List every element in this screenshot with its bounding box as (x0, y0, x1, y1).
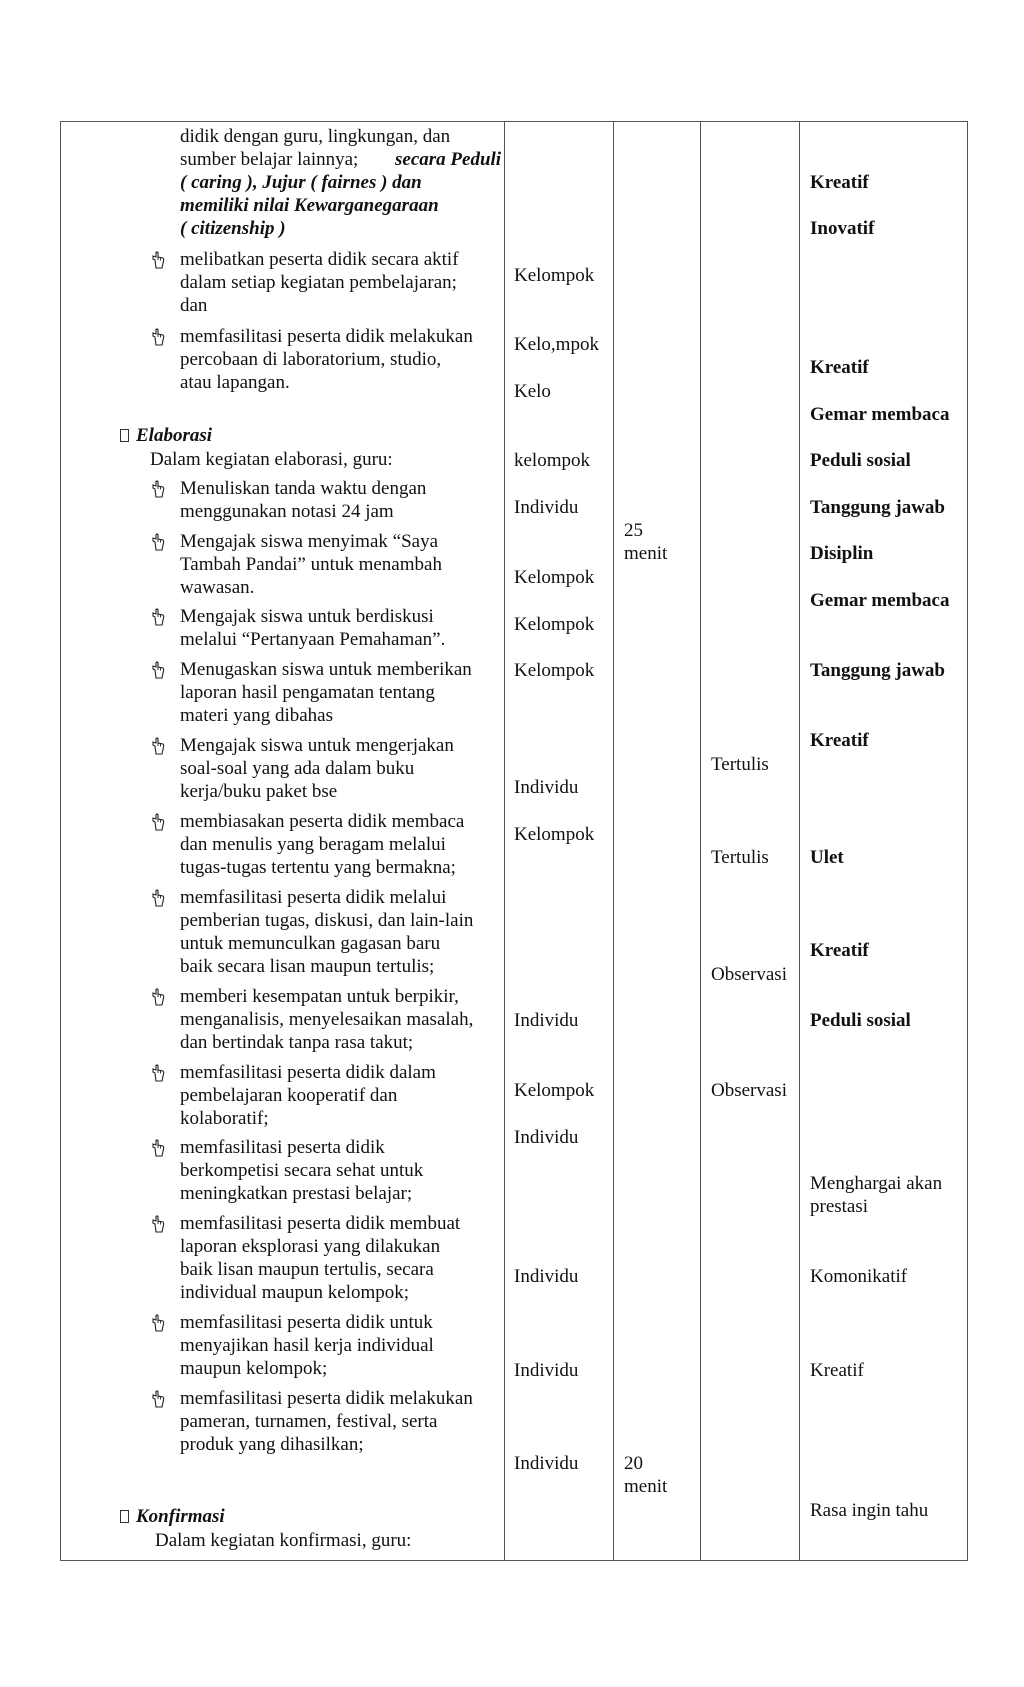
character-value: Disiplin (810, 543, 874, 564)
bullet-item-line: melibatkan peserta didik secara aktif (180, 249, 459, 270)
bullet-item-line: percobaan di laboratorium, studio, (180, 349, 442, 370)
bullet-item-line: memfasilitasi peserta didik dalam (180, 1062, 436, 1083)
bullet-item-line: memfasilitasi peserta didik membuat (180, 1213, 461, 1234)
elaborasi-intro: Dalam kegiatan elaborasi, guru: (150, 449, 393, 470)
checkbox-bullet-icon (120, 1510, 129, 1523)
intro-line-bold: ( caring ), Jujur ( fairnes ) dan (180, 172, 422, 193)
intro-line-bold: memiliki nilai Kewarganegaraan (180, 195, 439, 216)
assessment-label: Tertulis (711, 754, 769, 775)
grouping-label: Individu (514, 497, 579, 518)
character-value: Tanggung jawab (810, 660, 945, 681)
grouping-label: Individu (514, 1360, 579, 1381)
intro-line: sumber belajar lainnya; (180, 149, 359, 170)
bullet-item-line: memfasilitasi peserta didik melakukan (180, 326, 473, 347)
grouping-label: Kelompok (514, 265, 595, 286)
bullet-item-line: dan menulis yang beragam melalui (180, 834, 446, 855)
assessment-label: Observasi (711, 1080, 787, 1101)
character-value: Tanggung jawab (810, 497, 945, 518)
bullet-item-line: untuk memunculkan gagasan baru (180, 933, 441, 954)
hand-pointer-bullet-icon (150, 1215, 166, 1233)
hand-pointer-bullet-icon (150, 533, 166, 551)
bullet-item-line: memfasilitasi peserta didik (180, 1137, 385, 1158)
hand-pointer-bullet-icon (150, 328, 166, 346)
bullet-item-line: soal-soal yang ada dalam buku (180, 758, 415, 779)
grouping-label: Kelompok (514, 1080, 595, 1101)
bullet-item-line: menyajikan hasil kerja individual (180, 1335, 434, 1356)
bullet-item-line: Mengajak siswa untuk berdiskusi (180, 606, 434, 627)
grouping-label: Kelo (514, 381, 551, 402)
hand-pointer-bullet-icon (150, 480, 166, 498)
bullet-item-line: memberi kesempatan untuk berpikir, (180, 986, 459, 1007)
grouping-label: Individu (514, 1127, 579, 1148)
time-unit: menit (624, 1476, 668, 1497)
bullet-item-line: pembelajaran kooperatif dan (180, 1085, 398, 1106)
hand-pointer-bullet-icon (150, 988, 166, 1006)
hand-pointer-bullet-icon (150, 813, 166, 831)
character-value: Inovatif (810, 218, 875, 239)
bullet-item-line: materi yang dibahas (180, 705, 334, 726)
bullet-item-line: kolaboratif; (180, 1108, 269, 1129)
bullet-item-line: Tambah Pandai” untuk menambah (180, 554, 442, 575)
character-value: Kreatif (810, 172, 869, 193)
time-unit: menit (624, 543, 668, 564)
hand-pointer-bullet-icon (150, 1064, 166, 1082)
bullet-item-line: membiasakan peserta didik membaca (180, 811, 465, 832)
character-value: Ulet (810, 847, 844, 868)
bullet-item-line: tugas-tugas tertentu yang bermakna; (180, 857, 456, 878)
bullet-item-line: meningkatkan prestasi belajar; (180, 1183, 413, 1204)
character-value: Peduli sosial (810, 450, 911, 471)
time-value: 20 (624, 1453, 643, 1474)
grouping-label: Individu (514, 1453, 579, 1474)
time-value: 25 (624, 520, 643, 541)
intro-line: didik dengan guru, lingkungan, dan (180, 126, 451, 147)
bullet-item-line: kerja/buku paket bse (180, 781, 338, 802)
grouping-label: Kelompok (514, 660, 595, 681)
bullet-item-line: memfasilitasi peserta didik melalui (180, 887, 447, 908)
column-divider (700, 121, 701, 1561)
hand-pointer-bullet-icon (150, 251, 166, 269)
hand-pointer-bullet-icon (150, 737, 166, 755)
grouping-label: Individu (514, 777, 579, 798)
hand-pointer-bullet-icon (150, 889, 166, 907)
bullet-item-line: Mengajak siswa untuk mengerjakan (180, 735, 454, 756)
grouping-label: kelompok (514, 450, 590, 471)
grouping-label: Kelompok (514, 614, 595, 635)
bullet-item-line: dan bertindak tanpa rasa takut; (180, 1032, 414, 1053)
bullet-item-line: menggunakan notasi 24 jam (180, 501, 394, 522)
bullet-item-line: baik lisan maupun tertulis, secara (180, 1259, 434, 1280)
bullet-item-line: dan (180, 295, 208, 316)
character-value: Peduli sosial (810, 1010, 911, 1031)
checkbox-bullet-icon (120, 429, 129, 442)
character-value: Kreatif (810, 357, 869, 378)
bullet-item-line: laporan hasil pengamatan tentang (180, 682, 435, 703)
grouping-label: Kelompok (514, 567, 595, 588)
bullet-item-line: memfasilitasi peserta didik untuk (180, 1312, 433, 1333)
hand-pointer-bullet-icon (150, 1139, 166, 1157)
bullet-item-line: laporan eksplorasi yang dilakukan (180, 1236, 441, 1257)
character-value: Menghargai akan (810, 1173, 943, 1194)
bullet-item-line: berkompetisi secara sehat untuk (180, 1160, 424, 1181)
bullet-item-line: atau lapangan. (180, 372, 290, 393)
konfirmasi-heading: Konfirmasi (136, 1506, 225, 1527)
character-value: Gemar membaca (810, 590, 950, 611)
intro-line-bold: secara Peduli (395, 149, 502, 170)
hand-pointer-bullet-icon (150, 1314, 166, 1332)
konfirmasi-intro: Dalam kegiatan konfirmasi, guru: (155, 1530, 412, 1551)
character-value: Kreatif (810, 1360, 864, 1381)
grouping-label: Individu (514, 1266, 579, 1287)
grouping-label: Individu (514, 1010, 579, 1031)
character-value: Kreatif (810, 940, 869, 961)
bullet-item-line: Menuliskan tanda waktu dengan (180, 478, 427, 499)
column-divider (613, 121, 614, 1561)
bullet-item-line: melalui “Pertanyaan Pemahaman”. (180, 629, 446, 650)
grouping-label: Kelompok (514, 824, 595, 845)
bullet-item-line: memfasilitasi peserta didik melakukan (180, 1388, 473, 1409)
character-value: prestasi (810, 1196, 869, 1217)
bullet-item-line: wawasan. (180, 577, 255, 598)
intro-line-bold: ( citizenship ) (180, 218, 286, 239)
character-value: Kreatif (810, 730, 869, 751)
hand-pointer-bullet-icon (150, 661, 166, 679)
character-value: Rasa ingin tahu (810, 1500, 929, 1521)
elaborasi-heading: Elaborasi (136, 425, 213, 446)
bullet-item-line: maupun kelompok; (180, 1358, 328, 1379)
bullet-item-line: pameran, turnamen, festival, serta (180, 1411, 438, 1432)
hand-pointer-bullet-icon (150, 608, 166, 626)
assessment-label: Observasi (711, 964, 787, 985)
bullet-item-line: produk yang dihasilkan; (180, 1434, 364, 1455)
bullet-item-line: menganalisis, menyelesaikan masalah, (180, 1009, 474, 1030)
assessment-label: Tertulis (711, 847, 769, 868)
column-divider (799, 121, 800, 1561)
bullet-item-line: Mengajak siswa menyimak “Saya (180, 531, 439, 552)
bullet-item-line: dalam setiap kegiatan pembelajaran; (180, 272, 457, 293)
character-value: Komonikatif (810, 1266, 908, 1287)
bullet-item-line: baik secara lisan maupun tertulis; (180, 956, 435, 977)
bullet-item-line: pemberian tugas, diskusi, dan lain-lain (180, 910, 474, 931)
character-value: Gemar membaca (810, 404, 950, 425)
hand-pointer-bullet-icon (150, 1390, 166, 1408)
column-divider (504, 121, 505, 1561)
bullet-item-line: Menugaskan siswa untuk memberikan (180, 659, 472, 680)
grouping-label: Kelo,mpok (514, 334, 599, 355)
bullet-item-line: individual maupun kelompok; (180, 1282, 410, 1303)
